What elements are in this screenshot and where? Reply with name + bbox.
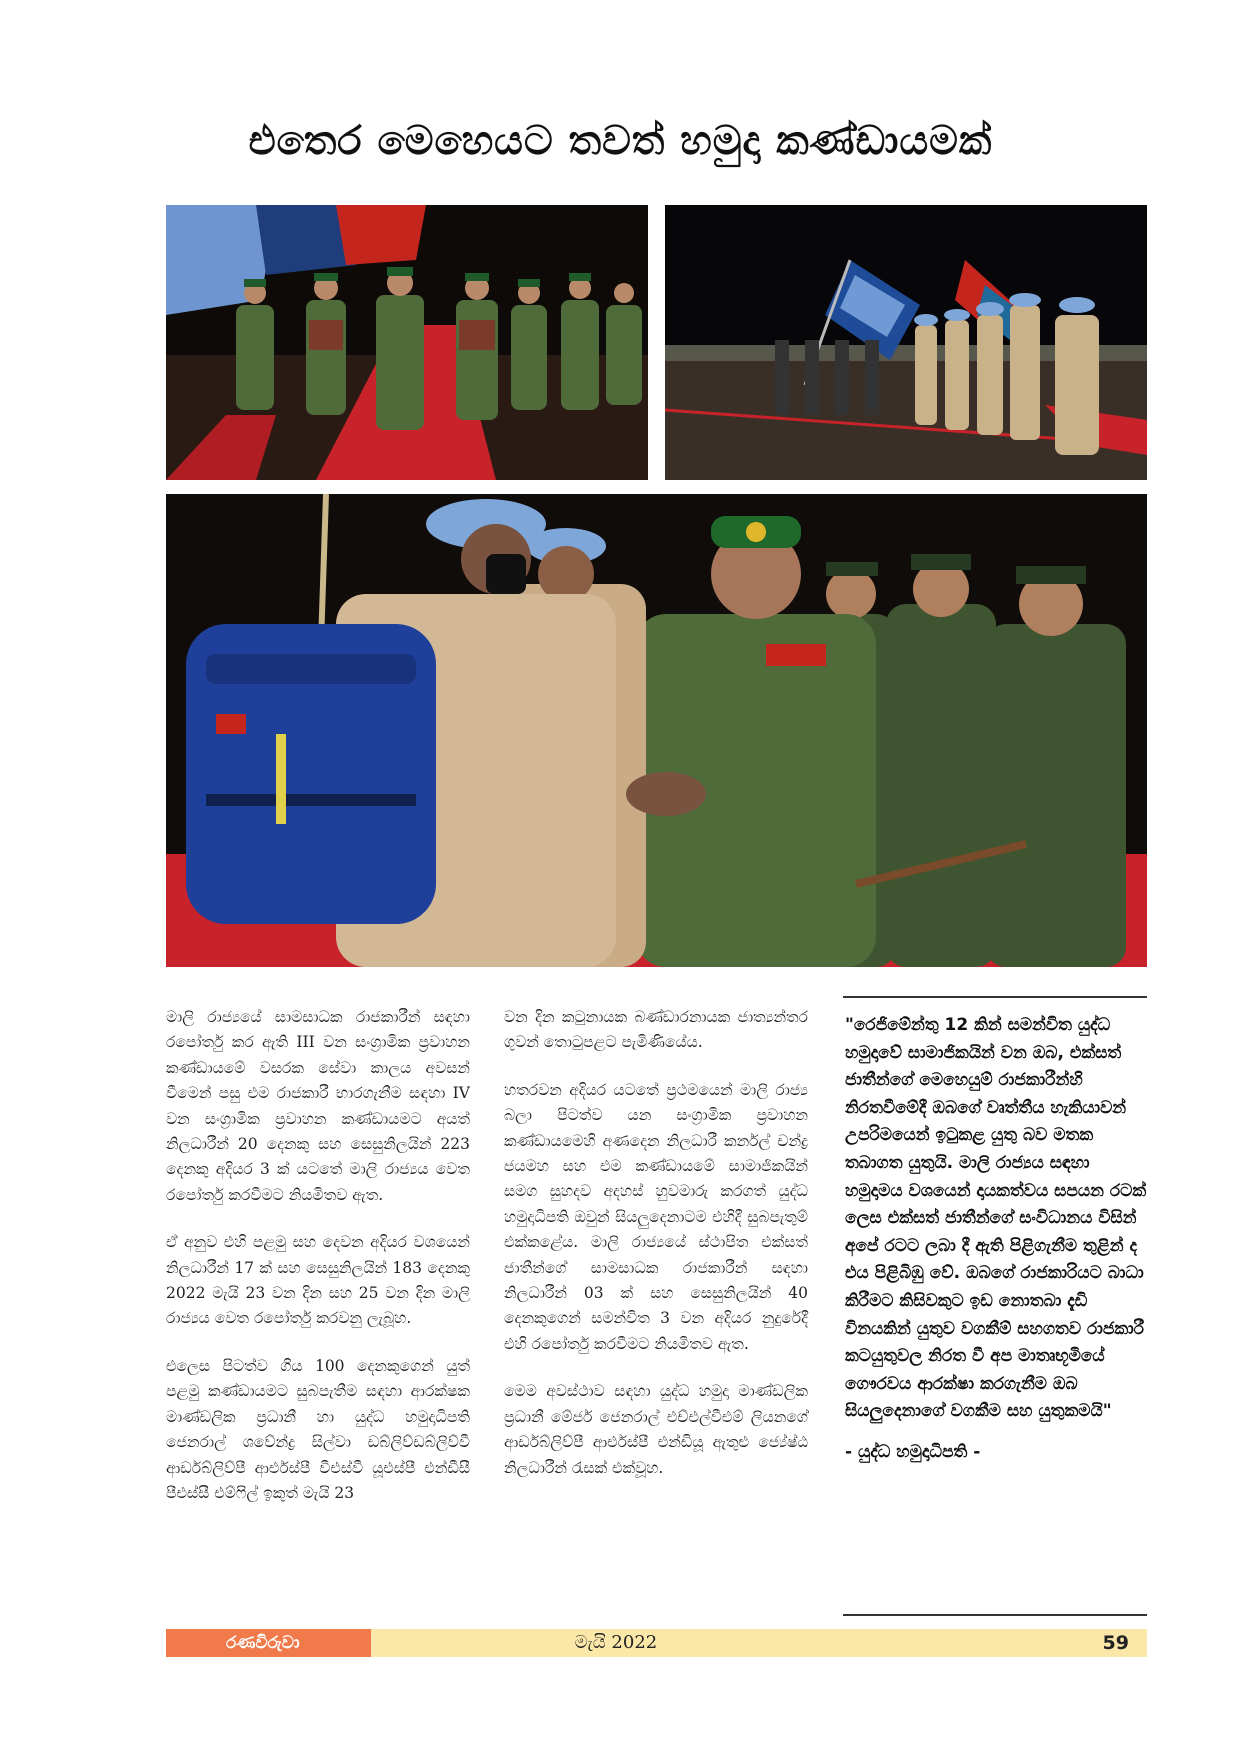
article-column-2: [504, 1005, 808, 1503]
footer-magazine-name: රණවිරුවා: [166, 1629, 371, 1657]
paragraph: ඒ අනුව එහි පළමු සහ දෙවන අදියර වශයෙන් නිලධාරීන් 17 ක් සහ සෙසුනිලයින් 183 දෙනකු 2022 මැයි 23 වන දින සහ 25 වන දින මාලි රාජ්‍යය වෙත රපෝර්තු කරවනු ලැබූහ.: [166, 1233, 470, 1328]
article-column-1: [166, 1005, 470, 1528]
paragraph: හතරවන අදියර යටතේ ප්‍රථමයෙන් මාලි රාජ්‍ය බලා පිටත්ව යන සංග්‍රාමික ප්‍රවාහන කණ්ඩායමෙහි අණදෙන නිලධාරී කර්නල් චන්ද්‍ර ජයමහ සහ එම කණ්ඩායමේ සාමාජිකයින් සමග සුහදව අදහස් හුවමාරු කරගත් යුද්ධ හමුදාධිපති ඔවුන් සියලුදෙනාටම එහිදී සුබපැතුම් එක්කළේය. මාලි රාජ්‍යයේ ස්ථාපිත එක්සත් ජාතීන්ගේ සාමසාධක රාජකාරීන් සඳහා නිලධාරීන් 03 ක් සහ සෙසුනිලයින් 40 දෙනකුගෙන් සමන්විත 3 වන අදියර නුදුරේදී එහි රපෝර්තු කරවීමට නියමිතව ඇත.: [504, 1080, 808, 1353]
paragraph: එලෙස පිටත්ව ගිය 100 දෙනකුගෙන් යුත් පළමු කණ්ඩායමට සුබපැතීම සඳහා ආරක්ෂක මාණ්ඩලික ප්‍රධානී හා යුද්ධ හමුදාධිපති ජෙනරාල් ශවේන්ද්‍ර සිල්වා ඩබ්ලිව්ඩබ්ලිව්වී ආර්ඩබ්ලිව්පී ආර්එස්පී වීඑස්වී යූඑස්පී එන්ඩීසී පීඑස්සී එම්ෆිල් ඉකුත් මැයි 23: [166, 1356, 470, 1502]
pull-quote-attribution: - යුද්ධ හමුදාධිපති -: [845, 1441, 981, 1462]
paragraph: මෙම අවස්ථාව සඳහා යුද්ධ හමුදා මාණ්ඩලික ප්‍රධානී මේජර් ජෙනරාල් එච්එල්වීඑම් ලියනගේ ආර්ඩබ්ලිව්පී ආර්එස්පී එන්ඩියූ ඇතුළු ජ්‍යේෂ්ඨ නිලධාරීන් රැසක් එක්වූහ.: [504, 1382, 808, 1477]
paragraph: වන දින කටුනායක බණ්ඩාරනායක ජාත්‍යන්තර ගුවන් තොටුපළට පැමිණියේය.: [504, 1008, 808, 1052]
photo-officers-walking: [166, 205, 648, 480]
photo-handshake: [166, 494, 1147, 967]
page-number: 59: [1102, 1632, 1129, 1654]
article-headline: එතෙර මෙහෙයට තවත් හමුදා කණ්ඩායමක්: [248, 118, 993, 164]
pull-quote-text: "රෙජිමේන්තු 12 කින් සමන්විත යුද්ධ හමුදාවේ සාමාජිකයින් වන ඔබ, එක්සත් ජාතීන්ගේ මෙහෙයුම් රාජකාරීන්හි නිරතවීමේදී ඔබගේ වෘත්තීය හැකියාවන් උපරිමයෙන් ඉටුකළ යුතු බව මතක තබාගත යුතුයි. මාලි රාජ්‍යය සඳහා හමුදාමය වශයෙන් දායකත්වය සපයන රටක් ලෙස එක්සත් ජාතීන්ගේ සංවිධානය විසින් අපේ රටට ලබා දී ඇති පිළිගැනීම තුළින් ද එය පිළිබිඹු වේ. ඔබගේ රාජකාරියට බාධා කිරීමට කිසිවකුට ඉඩ නොතබා දැඩි විනයකින් යුතුව වගකීම් සහගතව රාජකාරී කටයුතුවල නිරත වී අප මාතෘභූමියේ ගෞරවය ආරක්ෂා කරගැනීම ඔබ සියලුදෙනාගේ වගකීම සහ යුතුකමයි": [845, 1015, 1147, 1422]
page-footer: [166, 1629, 1147, 1657]
paragraph: මාලි රාජ්‍යයේ සාමසාධක රාජකාරීන් සඳහා රපෝර්තු කර ඇති III වන සංග්‍රාමික ප්‍රවාහන කණ්ඩායමේ වසරක සේවා කාලය අවසන් වීමෙන් පසු එම රාජකාරී භාරගැනීම සඳහා IV වන සංග්‍රාමික ප්‍රවාහන කණ්ඩායමට අයත් නිලධාරීන් 20 දෙනකු සහ සෙසුනිලයින් 223 දෙනකු අදියර 3 ක් යටතේ මාලි රාජ්‍යය වෙත රපෝර්තු කරවීමට නියමිතව ඇත.: [166, 1008, 470, 1204]
pull-quote: [843, 996, 1147, 1616]
photo-flag-parade: [665, 205, 1147, 480]
footer-date: මැයි 2022: [574, 1632, 658, 1653]
